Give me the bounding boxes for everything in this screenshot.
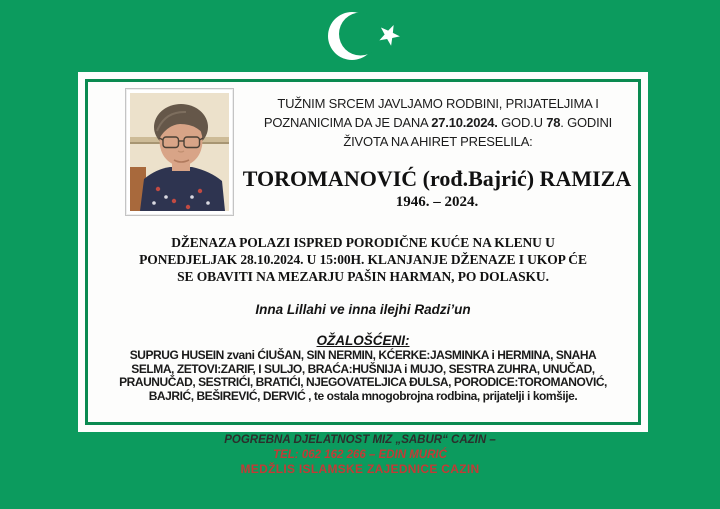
deceased-name: TOROMANOVIĆ (rođ.Bajrić) RAMIZA: [242, 166, 632, 191]
funeral-service-name: POGREBNA DJELATNOST MIZ „SABUR“ CAZIN –: [224, 434, 496, 446]
birth-death-years: 1946. – 2024.: [395, 194, 479, 210]
intro-line2-mid: GOD.U: [501, 115, 543, 130]
intro-paragraph: [236, 94, 640, 151]
footer-service-info: [0, 433, 720, 477]
announcement-card: [78, 72, 648, 432]
funeral-service-phone: TEL: 062 162 266 – EDIN MURIĆ: [273, 448, 447, 461]
funeral-line-2: PONEDJELJAK 28.10.2024. U 15:00H. KLANJANJE DŽENAZE I UKOP ĆE: [139, 252, 587, 267]
death-date: 27.10.2024.: [431, 115, 498, 130]
islamic-community-name: MEDŽLIS ISLAMSKE ZAJEDNICE CAZIN: [240, 462, 480, 476]
mourners-line-3: PRAUNUČAD, SESTRIĆI, BRATIĆI, NJEGOVATELJICA ĐULSA, PORODICE:TOROMANOVIĆ,: [119, 375, 607, 389]
mourners-heading: OŽALOŠĆENI:: [316, 333, 410, 348]
intro-line-3: ŽIVOTA NA AHIRET PRESELILA:: [343, 134, 533, 149]
mourners-line-1: SUPRUG HUSEIN zvani ĆIUŠAN, SIN NERMIN, KĆERKE:JASMINKA i HERMINA, SNAHA: [129, 348, 597, 362]
funeral-details: [83, 234, 643, 285]
mourners-line-2: SELMA, ZETOVI:ZARIF, I SULJO, BRAĆA:HUŠNIJA i MUJO, SESTRA ZUHRA, UNUČAD,: [131, 361, 595, 376]
intro-line-1: TUŽNIM SRCEM JAVLJAMO RODBINI, PRIJATELJIMA I: [277, 96, 599, 111]
crescent-and-star-icon: [326, 5, 410, 67]
intro-line2-pre: POZNANICIMA DA JE DANA: [263, 115, 428, 130]
age-at-death: 78: [546, 115, 561, 130]
mourners-line-4: BAJRIĆ, BEŠIREVIĆ, DERVIĆ , te ostala mnogobrojna rodbina, prijatelji i komšije.: [148, 388, 578, 403]
mourners-list: [83, 349, 643, 403]
funeral-line-3: SE OBAVITI NA MEZARJU PAŠIN HARMAN, PO DOLASKU.: [177, 269, 549, 284]
intro-line2-post: . GODINI: [560, 115, 613, 130]
prayer-line: Inna Lillahi ve inna ilejhi Radzi’un: [255, 302, 471, 317]
intro-line-2: [236, 113, 640, 132]
funeral-line-1: DŽENAZA POLAZI ISPRED PORODIČNE KUĆE NA KLENU U: [171, 235, 555, 250]
